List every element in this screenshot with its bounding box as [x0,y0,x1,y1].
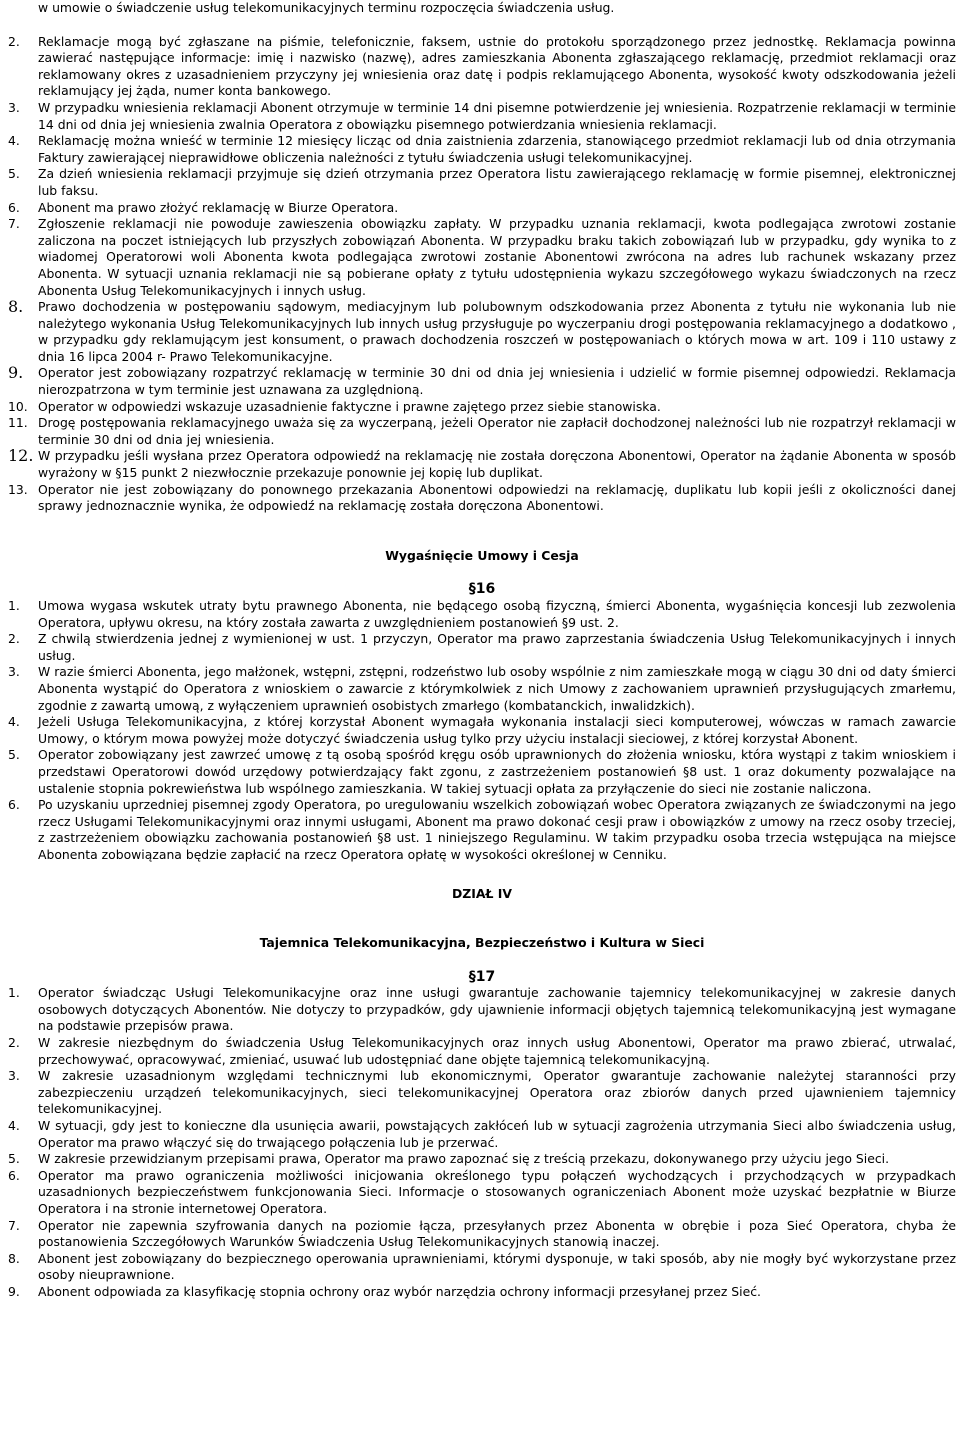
list-item [8,747,956,797]
item-number: 3. [8,1068,20,1084]
item-number: 11. [8,415,28,431]
item-text: Abonent odpowiada za klasyfikację stopnia ochrony oraz wybór narzędzia ochrony informacji przesyłanej przez Sieć. [38,1283,761,1299]
list-item [8,1251,956,1284]
item-number: 2. [8,1035,20,1051]
item-text: Z chwilą stwierdzenia jednej z wymienionej w ust. 1 przyczyn, Operator ma prawo zaprzestania świadczenia Usług Telekomunikacyjnych i innych usług. [38,631,956,663]
list-item [8,1118,956,1151]
item-text: Operator nie zapewnia szyfrowania danych na poziomie łącza, przesyłanych przez Abonenta w obrębie i poza Sieć Operatora, chyba że postanowienia Szczegółowych Warunków Świadczenia Usług Telekomunikacyjnych stanowią inaczej. [38,1217,956,1250]
division-heading: DZIAŁ IV [452,885,512,901]
item-number: 1. [8,598,20,613]
item-number: 7. [8,216,20,232]
item-text: Operator ma prawo ograniczenia możliwości inicjowania określonego typu połączeń wychodzących i przychodzących w przypadkach uzasadnionych bezpieczeństwem funkcjonowania Sieci. Informacje o stosowanych ograniczeniach Abonent może uzyskać bezpłatnie w Biurze Operatora i na stronie internetowej Operatora. [38,1167,956,1216]
termination-list [8,598,956,864]
list-item [8,1284,956,1301]
item-number: 10. [8,398,28,414]
item-number: 7. [8,1217,20,1233]
item-text: Abonent jest zobowiązany do bezpiecznego operowania uprawnieniami, którymi dysponuje, w taki sposób, aby nie mogły być wykorzystane przez osoby nieuprawnione. [38,1250,956,1283]
item-text: Reklamację można wnieść w terminie 12 miesięcy licząc od dnia zaistnienia zdarzenia, stanowiącego przedmiot reklamacji lub od dnia otrzymania Faktury zawierającej nieprawidłowe obliczenia należności z tytułu świadczenia usługi telekomunikacyjnej. [38,133,956,165]
list-item [8,299,956,365]
list-item [8,1035,956,1068]
list-item [8,34,956,100]
item-number: 5. [8,747,20,763]
section-heading-secrecy: Tajemnica Telekomunikacyjna, Bezpieczeństwo i Kultura w Sieci [259,935,705,951]
item-number: 5. [8,166,20,182]
list-item [8,714,956,747]
list-item [8,1151,956,1168]
item-text: Za dzień wniesienia reklamacji przyjmuje się dzień otrzymania przez Operatora listu zawierającego reklamację w formie pisemnej, elektronicznej lub faksu. [38,166,956,198]
item-text: W zakresie niezbędnym do świadczenia Usług Telekomunikacyjnych oraz innych usług Abonentowi, Operator ma prawo zbierać, utrwalać, przechowywać, opracowywać, zmieniać, usuwać lub udostępniać dane objęte tajemnicą telekomunikacyjną. [38,1035,956,1067]
item-text: Operator w odpowiedzi wskazuje uzasadnienie faktyczne i prawne zajętego przez siebie stanowiska. [38,398,661,414]
item-number: 3. [8,664,20,680]
item-number: 9. [8,1283,20,1299]
item-text: Abonent ma prawo złożyć reklamację w Biurze Operatora. [38,199,399,215]
item-number: 6. [8,797,20,813]
item-text: Jeżeli Usługa Telekomunikacyjna, z której korzystał Abonent wymagała wykonania instalacji sieci komputerowej, wówczas w ramach zawarcie Umowy, o którym mowa powyżej może dotyczyć świadczenia usług tylko przy użyciu instalacji sieciowej, z której korzystał Abonent. [38,714,956,746]
list-item [8,200,956,217]
item-number: 12. [8,446,34,466]
item-number: 13. [8,481,28,497]
continuation-line: w umowie o świadczenie usług telekomunikacyjnych terminu rozpoczęcia świadczenia usług. [38,0,615,15]
item-text: W razie śmierci Abonenta, jego małżonek, wstępni, zstępni, rodzeństwo lub osoby wspólnie z nim zamieszkałe mogą w ciągu 30 dni od daty śmierci Abonenta wystąpić do Operatora z wnioskiem o zawarcie z którymkolwiek z nich Umowy z zachowaniem uprawnień przysługujących zmarłemu, zgodnie z zawartą umową, z wyłączeniem uprawnień osobistych zmarłego (kombatanckich, inwalidzkich). [38,664,956,713]
list-item [8,133,956,166]
item-text: W zakresie uzasadnionym względami technicznymi lub ekonomicznymi, Operator gwarantuje zachowanie należytej staranności przy zabezpieczeniu urządzeń telekomunikacyjnych, sieci telekomunikacyjnej Operatora oraz zbiorów danych przed ujawnieniem tajemnicy telekomunikacyjnej. [38,1068,956,1117]
list-item [8,365,956,398]
item-text: W przypadku wniesienia reklamacji Abonent otrzymuje w terminie 14 dni pisemne potwierdzenie jej wniesienia. Rozpatrzenie reklamacji w terminie 14 dni od dnia jej wniesienia zwalnia Operatora z obowiązku pisemnego potwierdzania wniesienia reklamacji. [38,99,956,132]
item-text: Prawo dochodzenia w postępowaniu sądowym, mediacyjnym lub polubownym odszkodowania przez Abonenta z tytułu nie wykonania lub nie należytego wykonania Usług Telekomunikacyjnych lub innych usług przysługuje po wyczerpaniu drogi postępowania reklamacyjnego a dodatkowo , w przypadku gdy reklamującym jest konsument, o prawach dochodzenia roszczeń w postępowaniach o których mowa w art. 109 i 110 ustawy z dnia 16 lipca 2004 r- Prawo Telekomunikacyjne. [38,299,956,364]
item-text: Drogę postępowania reklamacyjnego uważa się za wyczerpaną, jeżeli Operator nie zapłacił dochodzonej należności lub nie rozpatrzył reklamacji w terminie 30 dni od dnia jej wniesienia. [38,415,956,447]
item-number: 1. [8,985,20,1001]
list-item [8,448,956,481]
item-number: 4. [8,1118,20,1134]
list-item [8,100,956,133]
list-item [8,1068,956,1118]
item-number: 2. [8,33,20,49]
list-item [8,797,956,863]
list-item [8,482,956,515]
item-number: 8. [8,297,24,317]
item-text: Po uzyskaniu uprzedniej pisemnej zgody Operatora, po uregulowaniu wszelkich zobowiązań wobec Operatora związanych ze świadczonymi na jego rzecz Usługami Telekomunikacyjnymi oraz innymi usługami, Abonent ma prawo dokonać cesji praw i obowiązków z umowy na rzecz osoby trzeciej, z zastrzeżeniem obowiązku zachowania postanowień §8 ust. 1 niniejszego Regulaminu. W takim przypadku osoba trzecia wstępująca na miejsce Abonenta zobowiązana będzie zapłacić na rzecz Operatora opłatę w wysokości określonej w Cenniku. [38,797,956,862]
list-item [8,664,956,714]
list-item [8,216,956,299]
item-number: 6. [8,199,20,215]
item-text: Operator zobowiązany jest zawrzeć umowę z tą osobą spośród kręgu osób uprawnionych do złożenia wniosku, która wystąpi z takim wnioskiem i przedstawi Operatorowi dowód urzędowy potwierdzający fakt zgonu, z zastrzeżeniem postanowień §8 ust. 1 oraz dokumenty pozwalające na ustalenie stopnia pokrewieństwa lub wspólnego zamieszkania. W takiej sytuacji opłata za przyłączenie do sieci nie zostanie naliczona. [38,747,956,796]
list-item [8,415,956,448]
item-number: 5. [8,1151,20,1167]
list-item [8,166,956,199]
item-text: W przypadku jeśli wysłana przez Operatora odpowiedź na reklamację nie została doręczona Abonentowi, Operator na żądanie Abonenta w sposób wyrażony w §15 punkt 2 niezwłocznie przekazuje ponownie jej kopię lub duplikat. [38,448,956,481]
list-item [8,631,956,664]
item-number: 6. [8,1167,20,1183]
complaints-list [8,34,956,515]
list-item [8,1218,956,1251]
list-item [8,985,956,1035]
item-text: W zakresie przewidzianym przepisami prawa, Operator ma prawo zapoznać się z treścią przekazu, dokonywanego przy użyciu jego Sieci. [38,1151,890,1167]
list-item [8,399,956,416]
item-text: Reklamacje mogą być zgłaszane na piśmie, telefonicznie, faksem, ustnie do protokołu sporządzonego przez jednostkę. Reklamacja powinna zawierać następujące informacje: imię i nazwisko (nazwę), adres zamieszkania Abonenta zgłaszającego reklamację, przedmiot reklamacji oraz reklamowany okres z uzasadnieniem przyczyny jej wniesienia oraz datę i podpis reklamującego Abonenta, wysokość kwoty odszkodowania jeżeli reklamujący jej żąda, numer konta bankowego. [38,33,956,99]
item-text: Operator świadcząc Usługi Telekomunikacyjne oraz inne usługi gwarantuje zachowanie tajemnicy telekomunikacyjnej w zakresie danych osobowych dotyczących Abonentów. Nie dotyczy to przypadków, gdy ujawnienie informacji objętych tajemnicą telekomunikacyjną jest wymagane na podstawie przepisów prawa. [38,985,956,1034]
item-text: Umowa wygasa wskutek utraty bytu prawnego Abonenta, nie będącego osobą fizyczną, śmierci Abonenta, wygaśnięcia koncesji lub zezwolenia Operatora, upływu okresu, na który została zawarta z uwzględnieniem postanowień §9 ust. 2. [38,598,956,630]
paragraph-number-17: §17 [468,968,496,985]
list-item [8,598,956,631]
list-item [8,1168,956,1218]
section-heading-termination: Wygaśnięcie Umowy i Cesja [385,547,579,563]
item-number: 4. [8,714,20,730]
item-text: Operator jest zobowiązany rozpatrzyć reklamację w terminie 30 dni od dnia jej wniesienia i udzielić w formie pisemnej odpowiedzi. Reklamacja nierozpatrzona w tym terminie jest uznawana za uzględnioną. [38,365,956,398]
paragraph-number-16: §16 [468,581,496,598]
item-text: Zgłoszenie reklamacji nie powoduje zawieszenia obowiązku zapłaty. W przypadku uznania reklamacji, kwota podlegająca zwrotowi zostanie zaliczona na poczet istniejących lub przyszłych zobowiązań Abonenta. W przypadku braku takich zobowiązań lub w przypadku, gdy wynika to z wiadomej Operatorowi woli Abonenta kwota podlegająca zwrotowi zostanie Abonentowi zwrócona na adres lub rachunek wskazany przez Abonenta. W sytuacji uznania reklamacji nie są pobierane opłaty z tytułu udostępnienia wykazu szczegółowego wykazu świadczonych na rzecz Abonenta Usług Telekomunikacyjnych i innych usług. [38,216,956,298]
item-number: 9. [8,363,24,383]
item-text: Operator nie jest zobowiązany do ponownego przekazania Abonentowi odpowiedzi na reklamację, duplikatu lub kopii jeśli z okoliczności danej sprawy jednoznacznie wynika, że odpowiedź na reklamację została doręczona Abonentowi. [38,481,956,514]
item-number: 8. [8,1250,20,1266]
item-number: 4. [8,133,20,149]
secrecy-list [8,985,956,1300]
item-number: 2. [8,631,20,647]
item-text: W sytuacji, gdy jest to konieczne dla usunięcia awarii, powstających zakłóceń lub w sytuacji zagrożenia utrzymania Sieci albo świadczenia usług, Operator ma prawo włączyć się do trwającego połączenia lub je przerwać. [38,1118,956,1150]
item-number: 3. [8,99,20,115]
